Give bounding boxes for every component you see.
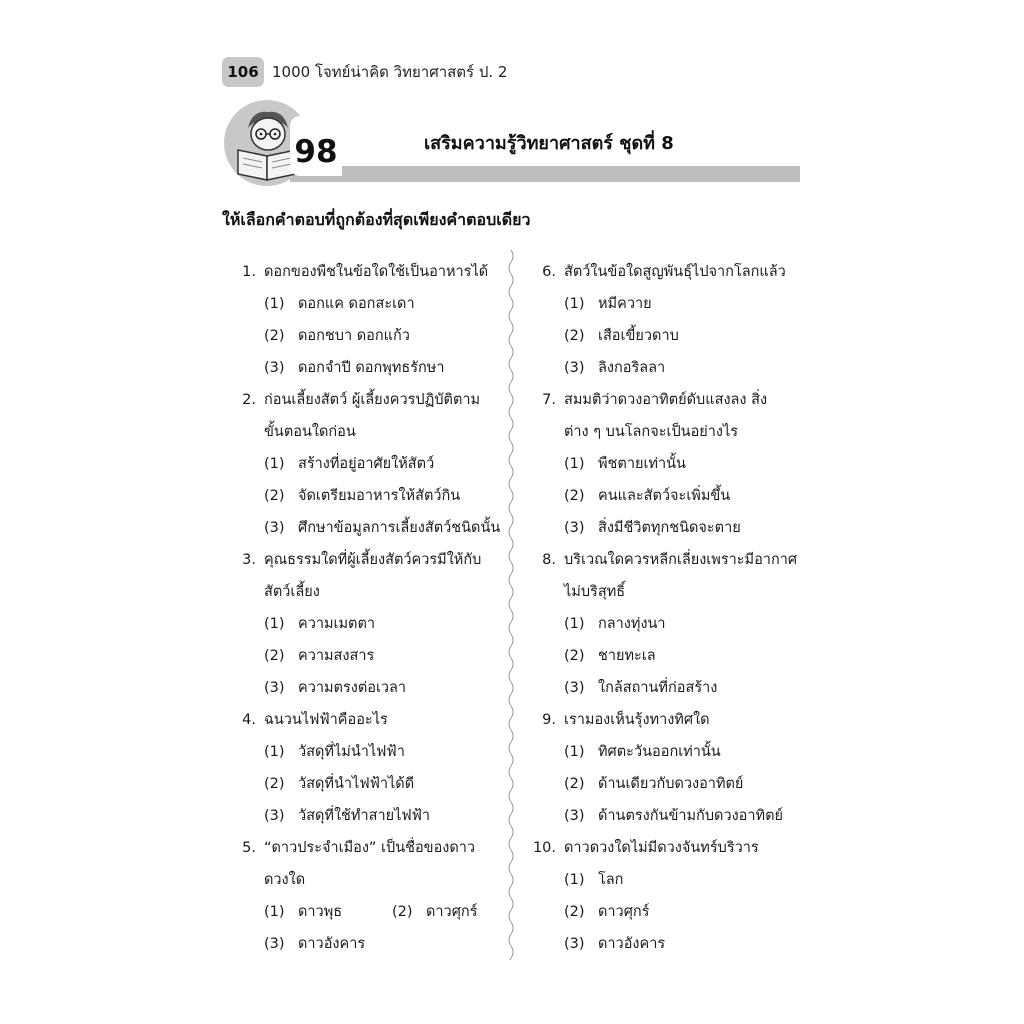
option-label: (2)	[564, 328, 585, 344]
option-text: กลางทุ่งนา	[598, 616, 666, 632]
answer-option	[232, 800, 512, 832]
answer-option	[232, 480, 512, 512]
option-text: ความสงสาร	[298, 648, 375, 664]
option-label: (2)	[392, 904, 413, 920]
answer-option	[532, 928, 812, 960]
option-label: (3)	[564, 520, 585, 536]
option-text: ดาวพุธ	[298, 904, 343, 920]
question-text: ดวงใด	[264, 872, 306, 888]
option-text: ดาวอังคาร	[298, 936, 366, 952]
question-number: 10.	[532, 840, 556, 856]
option-text: หมีควาย	[598, 296, 652, 312]
question-line	[532, 384, 812, 416]
answer-option	[232, 448, 512, 480]
question-text: “ดาวประจำเมือง” เป็นชื่อของดาว	[264, 840, 476, 856]
option-text: พืชตายเท่านั้น	[598, 456, 686, 472]
answer-option	[532, 448, 812, 480]
question-item	[232, 704, 512, 832]
answer-option	[532, 352, 812, 384]
option-text: ชายทะเล	[598, 648, 656, 664]
answer-option	[532, 640, 812, 672]
question-line	[232, 384, 512, 416]
option-label: (2)	[564, 776, 585, 792]
option-label: (3)	[564, 808, 585, 824]
question-item	[232, 384, 512, 544]
question-line	[232, 832, 512, 864]
option-label: (3)	[564, 680, 585, 696]
option-text: ใกล้สถานที่ก่อสร้าง	[598, 680, 718, 696]
section-number-box	[290, 116, 342, 176]
question-item	[532, 384, 812, 544]
answer-option	[232, 928, 512, 960]
answer-option	[232, 512, 512, 544]
question-number: 9.	[542, 712, 556, 728]
option-text: ศึกษาข้อมูลการเลี้ยงสัตว์ชนิดนั้น	[298, 520, 501, 536]
question-line	[532, 544, 812, 576]
question-text: บริเวณใดควรหลีกเลี่ยงเพราะมีอากาศ	[564, 552, 798, 568]
question-text: ดอกของพืชในข้อใดใช้เป็นอาหารได้	[264, 264, 489, 280]
option-label: (2)	[264, 648, 285, 664]
answer-option	[232, 672, 512, 704]
question-text: ขั้นตอนใดก่อน	[264, 424, 356, 440]
question-number: 8.	[542, 552, 556, 568]
answer-option	[232, 352, 512, 384]
question-item	[532, 544, 812, 704]
option-text: สิ่งมีชีวิตทุกชนิดจะตาย	[598, 520, 741, 536]
answer-option	[532, 672, 812, 704]
answer-option	[532, 480, 812, 512]
answer-option	[232, 736, 512, 768]
question-item	[532, 256, 812, 384]
option-label: (3)	[264, 808, 285, 824]
question-line	[232, 704, 512, 736]
answer-option	[532, 768, 812, 800]
option-text: ดอกชบา ดอกแก้ว	[298, 328, 410, 344]
question-number: 5.	[242, 840, 256, 856]
question-text: ฉนวนไฟฟ้าคืออะไร	[264, 712, 388, 728]
section-title: เสริมความรู้วิทยาศาสตร์ ชุดที่ 8	[424, 133, 674, 154]
answer-option	[532, 800, 812, 832]
option-text: จัดเตรียมอาหารให้สัตว์กิน	[298, 488, 461, 504]
question-text: คุณธรรมใดที่ผู้เลี้ยงสัตว์ควรมีให้กับ	[264, 552, 482, 568]
question-line-continued	[232, 864, 512, 896]
question-text: ไม่บริสุทธิ์	[564, 584, 626, 600]
question-number: 2.	[242, 392, 256, 408]
option-label: (1)	[564, 456, 585, 472]
instruction-text: ให้เลือกคำตอบที่ถูกต้องที่สุดเพียงคำตอบเดียว	[222, 210, 531, 229]
option-label: (3)	[264, 520, 285, 536]
option-text: ทิศตะวันออกเท่านั้น	[598, 744, 721, 760]
answer-option	[532, 896, 812, 928]
question-text: ต่าง ๆ บนโลกจะเป็นอย่างไร	[564, 424, 739, 440]
option-label: (3)	[264, 360, 285, 376]
answer-option	[532, 736, 812, 768]
answer-option	[232, 640, 512, 672]
question-number: 7.	[542, 392, 556, 408]
option-label: (2)	[264, 328, 285, 344]
question-item	[232, 256, 512, 384]
option-label: (2)	[264, 776, 285, 792]
option-label: (1)	[564, 744, 585, 760]
question-item	[532, 704, 812, 832]
question-text: สัตว์ในข้อใดสูญพันธุ์ไปจากโลกแล้ว	[564, 264, 786, 280]
answer-option	[532, 512, 812, 544]
question-line-continued	[532, 416, 812, 448]
answer-option	[532, 864, 812, 896]
option-label: (1)	[264, 744, 285, 760]
option-text: ความเมตตา	[298, 616, 376, 632]
option-text: ดาวศุกร์	[598, 904, 650, 920]
question-number: 6.	[542, 264, 556, 280]
option-label: (1)	[564, 872, 585, 888]
banner-bar	[290, 166, 800, 182]
option-label: (1)	[264, 904, 285, 920]
option-label: (2)	[564, 648, 585, 664]
option-label: (2)	[564, 488, 585, 504]
book-title: 1000 โจทย์น่าคิด วิทยาศาสตร์ ป. 2	[272, 63, 508, 81]
answer-option	[232, 768, 512, 800]
question-line	[532, 256, 812, 288]
option-text: โลก	[598, 872, 624, 888]
page-header	[222, 56, 507, 88]
option-text: ด้านเดียวกับดวงอาทิตย์	[598, 776, 744, 792]
question-line	[532, 832, 812, 864]
question-text: ก่อนเลี้ยงสัตว์ ผู้เลี้ยงควรปฏิบัติตาม	[264, 392, 481, 408]
option-text: เสือเขี้ยวดาบ	[598, 328, 679, 344]
option-text: ดาวศุกร์	[426, 904, 478, 920]
question-number: 1.	[242, 264, 256, 280]
option-label: (1)	[564, 296, 585, 312]
option-label: (2)	[264, 488, 285, 504]
option-label: (1)	[564, 616, 585, 632]
question-text: สัตว์เลี้ยง	[264, 584, 320, 600]
question-number: 4.	[242, 712, 256, 728]
option-label: (3)	[564, 360, 585, 376]
option-text: ด้านตรงกันข้ามกับดวงอาทิตย์	[598, 808, 784, 824]
question-line-continued	[232, 576, 512, 608]
option-text: ดอกจำปี ดอกพุทธรักษา	[298, 360, 445, 376]
question-text: สมมติว่าดวงอาทิตย์ดับแสงลง สิ่ง	[564, 392, 768, 408]
question-line-continued	[232, 416, 512, 448]
option-text: วัสดุที่นำไฟฟ้าได้ดี	[298, 776, 415, 792]
option-label: (3)	[264, 936, 285, 952]
questions-left-column	[232, 256, 512, 960]
option-text: ดาวอังคาร	[598, 936, 666, 952]
option-text: วัสดุที่ใช้ทำสายไฟฟ้า	[298, 808, 431, 824]
question-text: เรามองเห็นรุ้งทางทิศใด	[564, 712, 710, 728]
option-text: ลิงกอริลลา	[598, 360, 666, 376]
answer-option	[532, 288, 812, 320]
option-text: ดอกแค ดอกสะเดา	[298, 296, 415, 312]
option-text: วัสดุที่ไม่นำไฟฟ้า	[298, 744, 405, 760]
option-text: คนและสัตว์จะเพิ่มขึ้น	[598, 488, 731, 504]
answer-option	[232, 288, 512, 320]
answer-option	[392, 896, 520, 928]
answer-option	[232, 320, 512, 352]
option-label: (3)	[564, 936, 585, 952]
question-line-continued	[532, 576, 812, 608]
option-label: (1)	[264, 456, 285, 472]
answer-option	[264, 896, 392, 928]
question-item	[232, 544, 512, 704]
option-text: สร้างที่อยู่อาศัยให้สัตว์	[298, 456, 435, 472]
option-label: (1)	[264, 296, 285, 312]
question-line	[532, 704, 812, 736]
section-number: 98	[294, 134, 338, 170]
question-number: 3.	[242, 552, 256, 568]
option-text: ความตรงต่อเวลา	[298, 680, 407, 696]
question-item	[532, 832, 812, 960]
page-number: 106	[222, 57, 264, 87]
answer-option	[532, 608, 812, 640]
answer-option	[532, 320, 812, 352]
questions-right-column	[532, 256, 812, 960]
option-pair-row	[232, 896, 512, 928]
option-label: (2)	[564, 904, 585, 920]
answer-option	[232, 608, 512, 640]
question-line	[232, 544, 512, 576]
question-line	[232, 256, 512, 288]
question-text: ดาวดวงใดไม่มีดวงจันทร์บริวาร	[564, 840, 759, 856]
option-label: (1)	[264, 616, 285, 632]
option-label: (3)	[264, 680, 285, 696]
question-item	[232, 832, 512, 960]
